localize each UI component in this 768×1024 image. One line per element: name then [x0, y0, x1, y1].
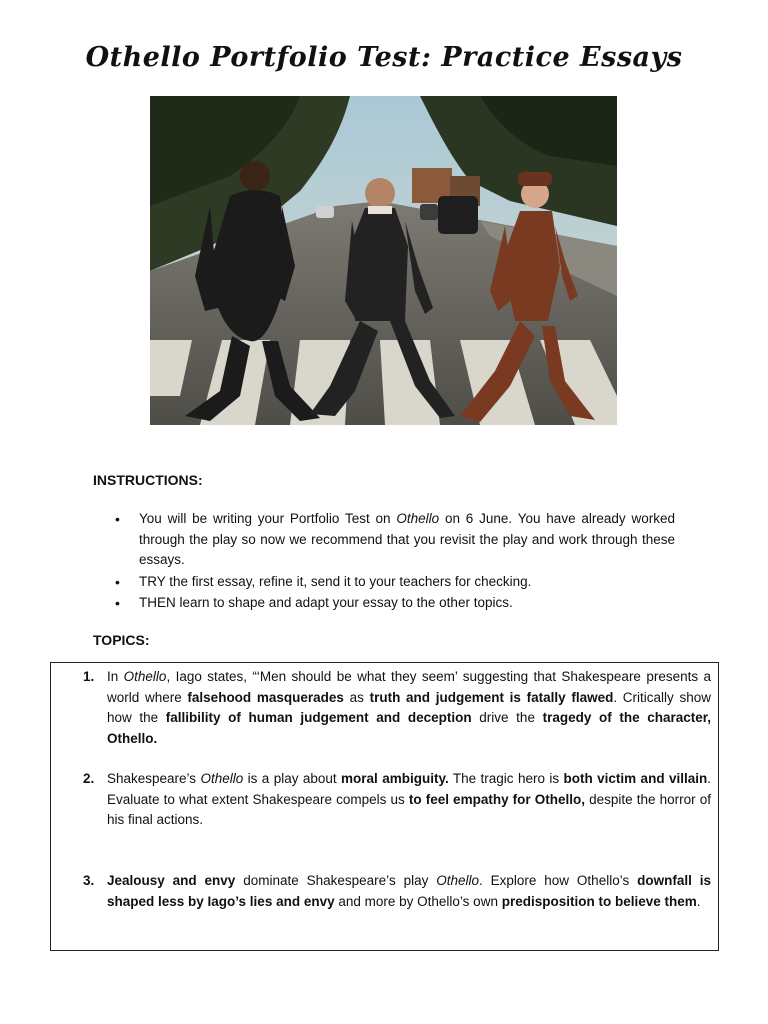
text-run: is a play about — [243, 771, 342, 786]
text-run: downfall is shaped less by Iago’s lies and envy — [107, 873, 711, 909]
text-run: truth and judgement is fatally flawed — [369, 689, 614, 705]
text-run: both victim and villain — [563, 771, 708, 786]
text-run: The tragic hero is — [448, 771, 564, 786]
text-run: In — [107, 669, 124, 684]
topic-text — [83, 769, 711, 831]
text-run: Othello — [436, 873, 479, 888]
text-run: , Iago states, “‘Men should be what they seem’ suggesting that Shakespeare presents a world where — [107, 669, 712, 705]
text-run: . Evaluate to what extent Shakespeare compels us — [107, 771, 711, 807]
text-run: . Critically show how the — [107, 689, 711, 726]
topic-text — [83, 667, 711, 749]
text-run: predisposition to believe them — [501, 893, 697, 909]
text-run: Othello — [123, 669, 167, 684]
instruction-item — [115, 572, 675, 593]
text-run: fallibility of human judgement and deception — [165, 710, 472, 726]
instructions-heading: INSTRUCTIONS: — [93, 472, 203, 488]
text-run: Othello — [396, 511, 440, 526]
text-run: tragedy of the character, Othello. — [107, 710, 712, 746]
text-run: THEN learn to shape and adapt your essay to the other topics. — [139, 595, 513, 610]
street-crossing-image — [150, 96, 617, 425]
page-title: Othello Portfolio Test: Practice Essays — [85, 42, 683, 73]
text-run: and more by Othello’s own — [334, 893, 502, 909]
text-run: Jealousy and envy — [107, 873, 236, 888]
text-run: drive the — [471, 710, 543, 726]
topic-number: 2. — [83, 771, 95, 786]
topic-item-3 — [83, 871, 711, 912]
topic-item-2 — [83, 769, 711, 831]
text-run: . — [696, 893, 701, 909]
text-run: TRY the first essay, refine it, send it to your teachers for checking. — [139, 573, 532, 589]
topics-heading: TOPICS: — [93, 632, 150, 648]
instructions-list — [115, 509, 675, 615]
instruction-item — [115, 593, 675, 614]
topic-text — [83, 871, 711, 912]
topic-number: 3. — [83, 873, 95, 888]
text-run: on 6 June. You have already worked through the play so now we recommend that you revisit the play and work through these essays. — [139, 511, 675, 567]
topic-item-1 — [83, 667, 711, 749]
text-run: dominate Shakespeare’s play — [235, 873, 437, 888]
topic-number: 1. — [83, 669, 95, 684]
text-run: . Explore how Othello’s — [479, 873, 638, 888]
text-run: despite the horror of his final actions. — [107, 791, 711, 828]
text-run: as — [343, 689, 370, 705]
text-run: to feel empathy for Othello, — [408, 791, 586, 807]
topics-box — [50, 662, 719, 951]
hero-illustration — [150, 96, 617, 425]
instruction-item — [115, 509, 675, 571]
text-run: Shakespeare’s — [107, 771, 201, 786]
text-run: moral ambiguity. — [341, 771, 449, 786]
text-run: You will be writing your Portfolio Test on — [139, 511, 397, 526]
text-run: falsehood masquerades — [187, 689, 344, 705]
text-run: Othello — [200, 771, 244, 786]
